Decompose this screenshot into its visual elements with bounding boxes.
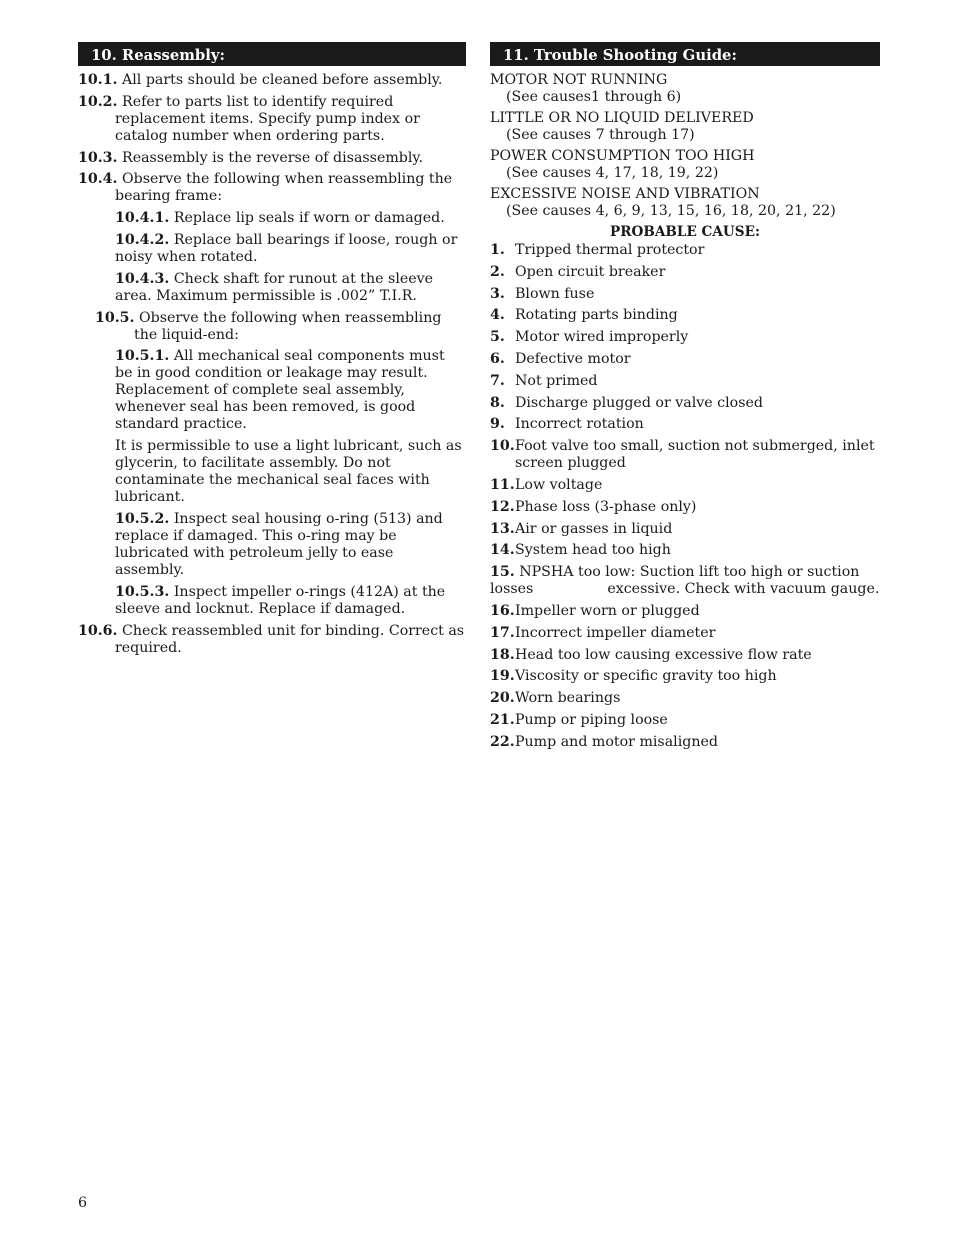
- reassembly-note: It is permissible to use a light lubricant, such as glycerin, to facilitate assembly. Do not contaminate the mechanical seal faces with lubricant.: [115, 438, 462, 506]
- reassembly-item: 10.6. Check reassembled unit for binding. Correct as required.: [78, 622, 465, 656]
- symptom-title: EXCESSIVE NOISE AND VIBRATION: [490, 186, 760, 202]
- cause-item: 21. Pump or piping loose: [490, 711, 668, 728]
- cause-item: 18. Head too low causing excessive flow rate: [490, 646, 812, 663]
- cause-item: 22. Pump and motor misaligned: [490, 733, 718, 750]
- symptom-title: POWER CONSUMPTION TOO HIGH: [490, 148, 755, 164]
- cause-item: 15. NPSHA too low: Suction lift too high or suction losses excessive. Check with vacuum gauge.: [490, 564, 880, 598]
- cause-item: 20. Worn bearings: [490, 690, 621, 707]
- troubleshooting-header: 11. Trouble Shooting Guide:: [490, 42, 880, 66]
- symptom-causes: (See causes 7 through 17): [506, 127, 695, 143]
- cause-item: 3. Blown fuse: [490, 285, 595, 302]
- reassembly-item: 10.5. Observe the following when reassembling the liquid-end:: [95, 309, 442, 343]
- reassembly-item: 10.2. Refer to parts list to identify required replacement items. Specify pump index or catalog number when ordering parts.: [78, 93, 420, 144]
- cause-item: 13. Air or gasses in liquid: [490, 520, 673, 537]
- page-number: 6: [78, 1195, 88, 1211]
- reassembly-subitem: 10.5.3. Inspect impeller o-rings (412A) at the sleeve and locknut. Replace if damaged.: [115, 583, 446, 617]
- cause-item: 7. Not primed: [490, 372, 598, 389]
- symptom-causes: (See causes 4, 17, 18, 19, 22): [506, 165, 719, 181]
- reassembly-subitem: 10.4.1. Replace lip seals if worn or damaged.: [115, 210, 445, 227]
- cause-item: 17. Incorrect impeller diameter: [490, 624, 716, 641]
- symptom-causes: (See causes 4, 6, 9, 13, 15, 16, 18, 20, 21, 22): [506, 203, 836, 219]
- probable-cause-heading: PROBABLE CAUSE:: [610, 224, 760, 240]
- cause-item: 12. Phase loss (3-phase only): [490, 498, 697, 515]
- cause-item: 6. Defective motor: [490, 350, 631, 367]
- cause-item: 9. Incorrect rotation: [490, 416, 644, 433]
- cause-item: 5. Motor wired improperly: [490, 329, 689, 346]
- reassembly-item: 10.3. Reassembly is the reverse of disassembly.: [78, 149, 424, 166]
- cause-item: 11. Low voltage: [490, 476, 603, 493]
- cause-item: 1. Tripped thermal protector: [490, 242, 705, 258]
- cause-item: 4. Rotating parts binding: [490, 307, 678, 324]
- reassembly-subitem: 10.5.1. All mechanical seal components must be in good condition or leakage may result. Replacement of complete seal assembly, whenever seal has been removed, is good standard practice.: [115, 348, 445, 433]
- symptom-title: MOTOR NOT RUNNING: [490, 72, 668, 88]
- cause-item: 8. Discharge plugged or valve closed: [490, 394, 763, 411]
- symptom-title: LITTLE OR NO LIQUID DELIVERED: [490, 110, 754, 126]
- reassembly-item: 10.1. All parts should be cleaned before assembly.: [78, 72, 443, 88]
- cause-item: 16. Impeller worn or plugged: [490, 602, 700, 619]
- reassembly-subitem: 10.4.3. Check shaft for runout at the sleeve area. Maximum permissible is .002” T.I.R.: [115, 270, 434, 304]
- reassembly-section: [78, 42, 466, 661]
- reassembly-subitem: 10.4.2. Replace ball bearings if loose, rough or noisy when rotated.: [115, 231, 458, 265]
- symptom-causes: (See causes1 through 6): [506, 89, 682, 105]
- cause-item: 2. Open circuit breaker: [490, 263, 666, 280]
- cause-item: 14. System head too high: [490, 542, 671, 559]
- reassembly-header: 10. Reassembly:: [78, 42, 466, 66]
- cause-item: 19. Viscosity or specific gravity too high: [490, 668, 777, 685]
- reassembly-item: 10.4. Observe the following when reassembling the bearing frame:: [78, 171, 453, 205]
- troubleshooting-section: [490, 42, 880, 756]
- cause-item: 10. Foot valve too small, suction not submerged, inlet screen plugged: [490, 438, 875, 472]
- reassembly-subitem: 10.5.2. Inspect seal housing o-ring (513) and replace if damaged. This o-ring may be lubricated with petroleum jelly to ease assembly.: [115, 510, 443, 578]
